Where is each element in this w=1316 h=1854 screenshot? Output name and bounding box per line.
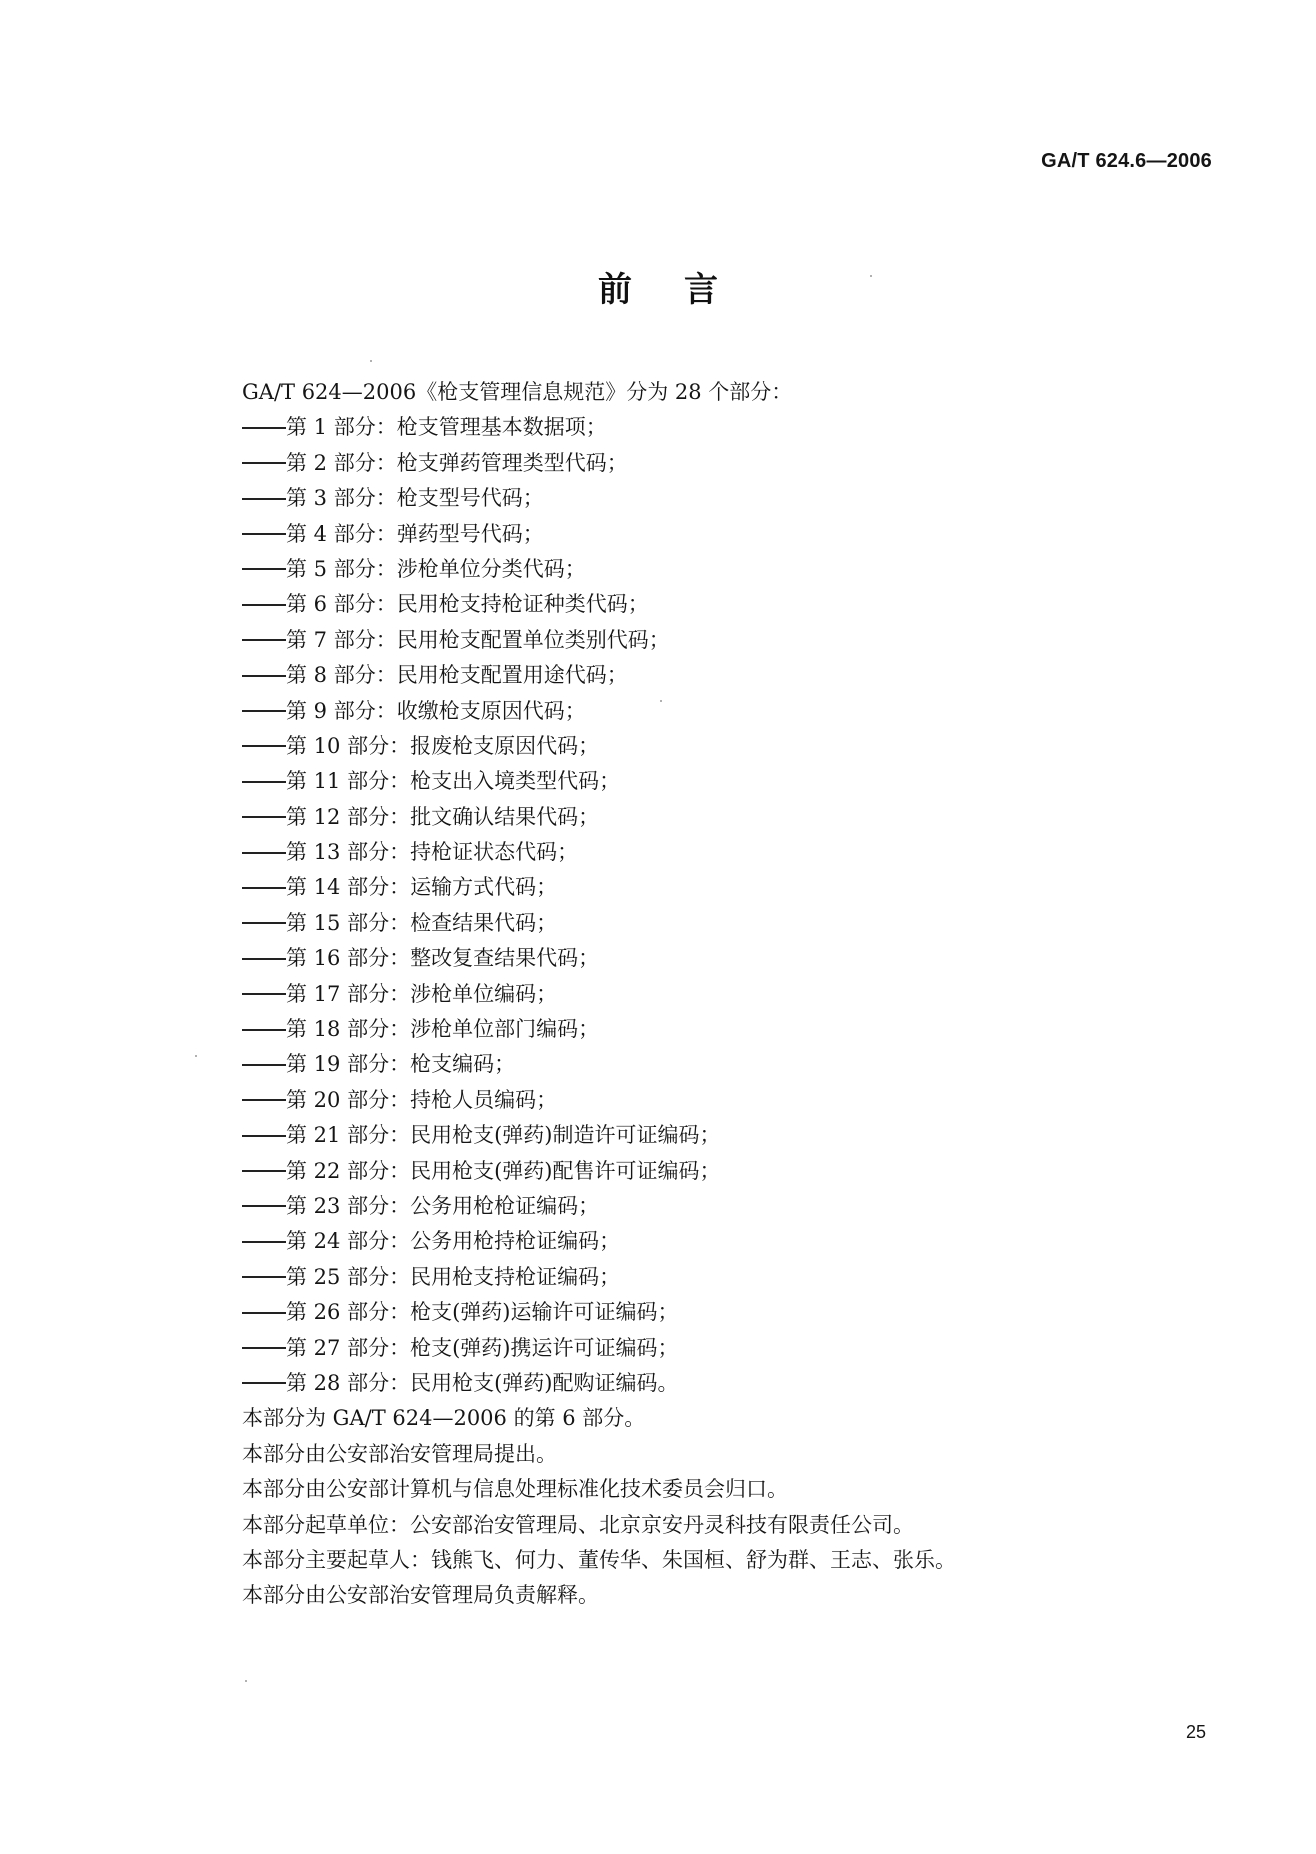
em-dash-mark <box>242 675 286 677</box>
part-list-item: 第 1 部分：枪支管理基本数据项； <box>242 410 1242 445</box>
part-list-item: 第 2 部分：枪支弹药管理类型代码； <box>242 446 1242 481</box>
part-list-item: 第 26 部分：枪支(弹药)运输许可证编码； <box>242 1295 1242 1330</box>
em-dash-mark <box>242 1241 286 1243</box>
em-dash-mark <box>242 816 286 818</box>
note-paragraph: 本部分起草单位：公安部治安管理局、北京京安丹灵科技有限责任公司。 <box>242 1512 914 1537</box>
part-list-item: 第 17 部分：涉枪单位编码； <box>242 977 1242 1012</box>
part-list-item: 第 27 部分：枪支(弹药)携运许可证编码； <box>242 1331 1242 1366</box>
em-dash-mark <box>242 427 286 429</box>
note-paragraph: 本部分由公安部计算机与信息处理标准化技术委员会归口。 <box>242 1477 788 1502</box>
em-dash-mark <box>242 1135 286 1137</box>
em-dash-mark <box>242 1205 286 1207</box>
part-list-item: 第 8 部分：民用枪支配置用途代码； <box>242 658 1242 693</box>
part-list-item: 第 15 部分：检查结果代码； <box>242 906 1242 941</box>
page-number: 25 <box>1185 1722 1206 1742</box>
scan-speck <box>195 1055 197 1057</box>
em-dash-mark <box>242 745 286 747</box>
em-dash-mark <box>242 604 286 606</box>
em-dash-mark <box>242 568 286 570</box>
part-list-item: 第 13 部分：持枪证状态代码； <box>242 835 1242 870</box>
em-dash-mark <box>242 958 286 960</box>
em-dash-mark <box>242 1064 286 1066</box>
note-paragraph: 本部分由公安部治安管理局负责解释。 <box>242 1583 599 1608</box>
em-dash-mark <box>242 639 286 641</box>
em-dash-mark <box>242 781 286 783</box>
part-list-item: 第 10 部分：报废枪支原因代码； <box>242 729 1242 764</box>
part-list-item: 第 7 部分：民用枪支配置单位类别代码； <box>242 623 1242 658</box>
part-list-item: 第 14 部分：运输方式代码； <box>242 870 1242 905</box>
part-list-item: 第 18 部分：涉枪单位部门编码； <box>242 1012 1242 1047</box>
standard-code: GA/T 624.6—2006 <box>1041 150 1212 172</box>
scan-speck <box>370 360 372 362</box>
em-dash-mark <box>242 1099 286 1101</box>
note-paragraph: 本部分为 GA/T 624—2006 的第 6 部分。 <box>242 1406 646 1431</box>
part-list-item: 第 12 部分：批文确认结果代码； <box>242 800 1242 835</box>
em-dash-mark <box>242 533 286 535</box>
em-dash-mark <box>242 1382 286 1384</box>
em-dash-mark <box>242 922 286 924</box>
part-list-item: 第 21 部分：民用枪支(弹药)制造许可证编码； <box>242 1118 1242 1153</box>
em-dash-mark <box>242 1347 286 1349</box>
part-list-item: 第 19 部分：枪支编码； <box>242 1047 1242 1082</box>
intro-paragraph: GA/T 624—2006《枪支管理信息规范》分为 28 个部分： <box>242 380 793 404</box>
em-dash-mark <box>242 1029 286 1031</box>
scan-speck <box>660 700 662 702</box>
em-dash-mark <box>242 498 286 500</box>
em-dash-mark <box>242 1312 286 1314</box>
em-dash-mark <box>242 1276 286 1278</box>
em-dash-mark <box>242 887 286 889</box>
page-title: 前言 <box>598 270 770 310</box>
part-list-item: 第 11 部分：枪支出入境类型代码； <box>242 764 1242 799</box>
em-dash-mark <box>242 1170 286 1172</box>
em-dash-mark <box>242 710 286 712</box>
scan-speck <box>870 275 872 277</box>
part-list-item: 第 9 部分：收缴枪支原因代码； <box>242 694 1242 729</box>
em-dash-mark <box>242 993 286 995</box>
part-list-item: 第 24 部分：公务用枪持枪证编码； <box>242 1224 1242 1259</box>
em-dash-mark <box>242 462 286 464</box>
part-list-item: 第 28 部分：民用枪支(弹药)配购证编码。 <box>242 1366 1242 1401</box>
part-list-item: 第 16 部分：整改复查结果代码； <box>242 941 1242 976</box>
part-list-item: 第 6 部分：民用枪支持枪证种类代码； <box>242 587 1242 622</box>
part-list-item: 第 20 部分：持枪人员编码； <box>242 1083 1242 1118</box>
part-list-item: 第 22 部分：民用枪支(弹药)配售许可证编码； <box>242 1154 1242 1189</box>
part-list-item: 第 25 部分：民用枪支持枪证编码； <box>242 1260 1242 1295</box>
note-paragraph: 本部分由公安部治安管理局提出。 <box>242 1441 557 1466</box>
part-list-item: 第 4 部分：弹药型号代码； <box>242 517 1242 552</box>
em-dash-mark <box>242 852 286 854</box>
part-list-item: 第 23 部分：公务用枪枪证编码； <box>242 1189 1242 1224</box>
part-list-item: 第 3 部分：枪支型号代码； <box>242 481 1242 516</box>
note-paragraph: 本部分主要起草人：钱熊飞、何力、董传华、朱国桓、舒为群、王志、张乐。 <box>242 1547 956 1572</box>
part-list-item: 第 5 部分：涉枪单位分类代码； <box>242 552 1242 587</box>
scan-speck <box>245 1680 247 1682</box>
foreword-body <box>242 375 1242 1614</box>
